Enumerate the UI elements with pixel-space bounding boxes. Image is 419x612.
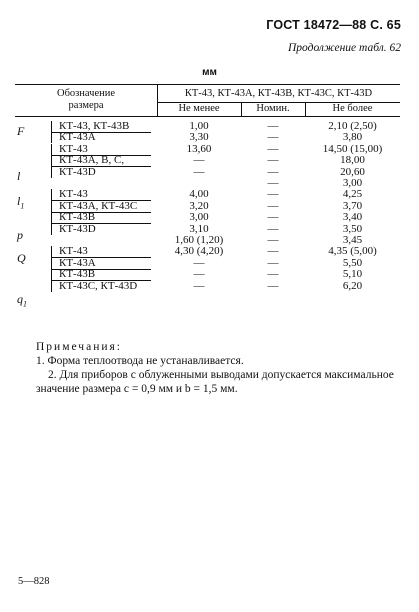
cell-min: — — [193, 268, 205, 281]
cell-min: — — [193, 154, 205, 167]
unit-label: мм — [202, 67, 217, 78]
row-label: КТ-43С, КТ-43D — [59, 279, 138, 292]
cell-max: 3,45 — [342, 234, 363, 246]
row-label: КТ-43А, В, С, — [59, 154, 125, 167]
cell-min: 1,00 — [189, 120, 209, 132]
row-label: КТ-43В — [59, 211, 96, 224]
page-footer: 5—828 — [18, 576, 50, 587]
header-bottom-border — [15, 116, 400, 117]
cell-max: 14,50 (15,00) — [322, 142, 383, 155]
table-top-border — [15, 84, 400, 85]
cell-max: 3,40 — [342, 211, 363, 224]
cell-nom: — — [267, 222, 279, 235]
cell-min: 3,00 — [189, 211, 209, 224]
col-max-header: Не более — [332, 103, 373, 114]
cell-max: 2,10 (2,50) — [328, 120, 377, 132]
page-header-title: ГОСТ 18472—88 С. 65 — [266, 18, 401, 32]
row-label: КТ-43А — [59, 256, 96, 269]
cell-min: 4,30 (4,20) — [174, 245, 224, 258]
note-2: 2. Для приборов с облуженными выводами допускается максимальное значение размера c = 0,9 мм и b = 1,5 мм. — [36, 369, 394, 395]
cell-nom: — — [267, 234, 279, 246]
cell-nom: — — [267, 131, 279, 144]
table-continuation-label: Продолжение табл. 62 — [288, 42, 401, 54]
cell-nom: — — [267, 256, 279, 269]
cell-nom: — — [267, 211, 279, 224]
cell-nom: — — [267, 245, 279, 258]
row-bracket-tick — [51, 121, 52, 132]
row-bracket-tick — [51, 132, 52, 143]
row-bracket-tick — [51, 212, 52, 223]
cell-max: 5,50 — [342, 256, 363, 269]
notes-block — [36, 340, 401, 396]
cell-nom: — — [267, 120, 279, 132]
param-p: p — [17, 228, 23, 242]
cell-nom: — — [267, 142, 279, 155]
cell-min: 3,30 — [189, 131, 209, 144]
cell-min: 4,00 — [189, 188, 209, 201]
cell-nom: — — [267, 199, 279, 212]
row-bracket-tick — [51, 246, 52, 257]
cell-max: 5,10 — [342, 268, 363, 281]
cell-min: 3,20 — [189, 199, 209, 212]
param-l: l — [17, 169, 21, 183]
row-label: КТ-43D — [59, 165, 96, 178]
row-label: КТ-43D — [59, 222, 96, 235]
cell-max: 4,35 (5,00) — [328, 245, 377, 258]
cell-max: 3,50 — [342, 222, 363, 235]
cell-max: 20,60 — [340, 165, 365, 178]
group-header: КТ-43, КТ-43А, КТ-43В, КТ-43С, КТ-43D — [184, 88, 373, 99]
cell-nom: — — [267, 177, 279, 189]
dimensions-table — [15, 84, 400, 329]
cell-nom: — — [267, 154, 279, 167]
cell-nom: — — [267, 279, 279, 292]
row-label: КТ-43 — [59, 188, 88, 201]
note-1: 1. Форма теплоотвода не устанавливается. — [36, 355, 244, 367]
cell-min: — — [193, 279, 205, 292]
row-label: КТ-43В — [59, 268, 96, 281]
cell-max: 3,00 — [342, 177, 363, 189]
cell-min: 1,60 (1,20) — [174, 234, 224, 246]
cell-max: 3,70 — [342, 199, 363, 212]
param-q1: $q_1$ — [17, 292, 27, 309]
row-bracket-tick — [51, 269, 52, 280]
row-bracket-tick — [51, 281, 52, 292]
row-bracket-tick — [51, 155, 52, 166]
cell-min: 3,10 — [189, 222, 209, 235]
row-label: КТ-43А, КТ-43С — [59, 199, 138, 212]
row-label: КТ-43 — [59, 142, 88, 155]
param-Q: Q — [17, 251, 26, 265]
row-label: КТ-43 — [59, 245, 88, 258]
row-bracket-tick — [51, 167, 52, 178]
col-min-header: Не менее — [178, 103, 220, 114]
param-l1: $l_1$ — [17, 194, 25, 211]
row-bracket-tick — [51, 258, 52, 269]
row-bracket-tick — [51, 201, 52, 212]
col-nom-header: Номин. — [256, 103, 290, 114]
cell-nom: — — [267, 188, 279, 201]
notes-title: Примечания: — [36, 341, 122, 353]
cell-nom: — — [267, 165, 279, 178]
cell-min: 13,60 — [186, 142, 212, 155]
param-F: F — [17, 124, 25, 138]
row-bracket-tick — [51, 189, 52, 200]
cell-max: 4,25 — [342, 188, 363, 201]
cell-max: 3,80 — [342, 131, 363, 144]
cell-min: — — [193, 165, 205, 178]
row-label: КТ-43А — [59, 131, 96, 144]
designation-header: Обозначение размера — [56, 88, 116, 111]
row-label: КТ-43, КТ-43В — [59, 120, 130, 132]
cell-max: 6,20 — [342, 279, 363, 292]
cell-min: — — [193, 256, 205, 269]
cell-nom: — — [267, 268, 279, 281]
cell-max: 18,00 — [340, 154, 365, 167]
row-bracket-tick — [51, 144, 52, 155]
row-bracket-tick — [51, 224, 52, 235]
